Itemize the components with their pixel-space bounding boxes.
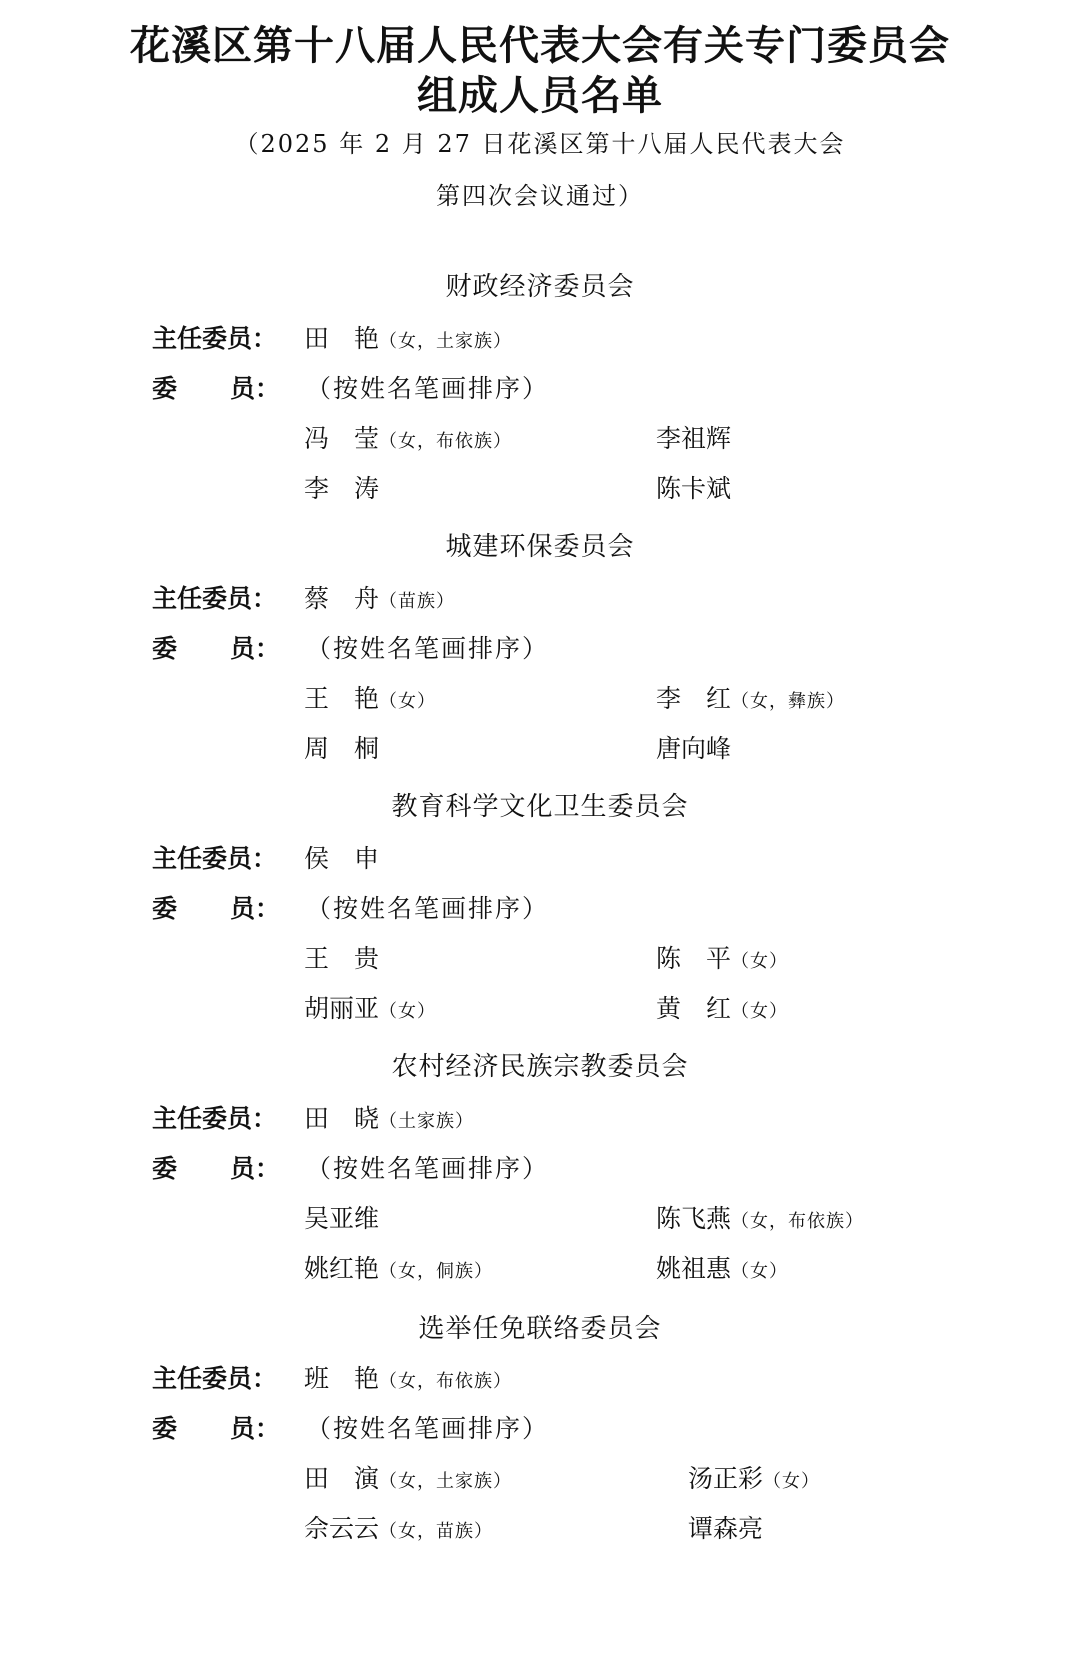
committee-title: 教育科学文化卫生委员会 (391, 792, 689, 822)
order-note: （按姓名笔画排序） (306, 894, 550, 923)
member-label: 委 员： (152, 1414, 281, 1443)
member-entry: 吴亚维 (304, 1204, 380, 1233)
subtitle-line-2: 第四次会议通过） (436, 182, 644, 210)
member-label: 委 员： (152, 374, 281, 403)
director-note: （苗族） (379, 591, 456, 612)
member-entry: 汤正彩（女） (688, 1464, 821, 1493)
committee-title: 选举任免联络委员会 (418, 1314, 662, 1344)
director-note: （土家族） (379, 1111, 475, 1132)
member-entry: 李祖辉 (656, 424, 732, 453)
committee-title: 城建环保委员会 (445, 532, 635, 562)
director-name: 蔡 舟 (304, 584, 380, 613)
member-entry: 李 涛 (304, 474, 380, 503)
director-note: （女，土家族） (379, 331, 513, 352)
order-note: （按姓名笔画排序） (306, 1154, 550, 1183)
document-title-line-1: 花溪区第十八届人民代表大会有关专门委员会 (130, 22, 950, 69)
order-note: （按姓名笔画排序） (306, 634, 550, 663)
document-title-line-2: 组成人员名单 (417, 72, 663, 119)
director-label: 主任委员： (152, 844, 278, 873)
director-entry (304, 1102, 474, 1139)
director-label: 主任委员： (152, 584, 278, 613)
director-name: 侯 申 (304, 844, 380, 873)
director-entry (304, 322, 512, 359)
member-label: 委 员： (152, 894, 281, 923)
director-label: 主任委员： (152, 1104, 278, 1133)
member-entry: 田 演（女，土家族） (304, 1464, 513, 1493)
member-entry: 王 艳（女） (304, 684, 437, 713)
member-entry: 唐向峰 (656, 734, 732, 763)
order-note: （按姓名笔画排序） (306, 1414, 550, 1443)
member-entry: 李 红（女，彝族） (656, 684, 846, 713)
member-entry: 陈 平（女） (656, 944, 789, 973)
member-entry: 姚祖惠（女） (656, 1254, 789, 1283)
director-entry (304, 842, 379, 879)
director-name: 田 艳 (304, 324, 380, 353)
member-entry: 冯 莹（女，布依族） (304, 424, 513, 453)
director-label: 主任委员： (152, 1364, 278, 1393)
member-entry: 姚红艳（女，侗族） (304, 1254, 494, 1283)
director-entry (304, 1362, 512, 1399)
director-entry (304, 582, 455, 619)
member-label: 委 员： (152, 634, 281, 663)
member-entry: 佘云云（女，苗族） (304, 1514, 494, 1543)
committee-title: 农村经济民族宗教委员会 (391, 1052, 689, 1082)
member-entry: 胡丽亚（女） (304, 994, 437, 1023)
director-name: 田 晓 (304, 1104, 380, 1133)
member-entry: 周 桐 (304, 734, 380, 763)
subtitle-line-1: （2025 年 2 月 27 日花溪区第十八届人民代表大会 (234, 130, 846, 158)
member-entry: 陈卡斌 (656, 474, 732, 503)
committee-title: 财政经济委员会 (445, 272, 635, 302)
director-note: （女，布依族） (379, 1371, 513, 1392)
director-name: 班 艳 (304, 1364, 380, 1393)
member-label: 委 员： (152, 1154, 281, 1183)
member-entry: 王 贵 (304, 944, 380, 973)
director-label: 主任委员： (152, 324, 278, 353)
member-entry: 谭森亮 (688, 1514, 764, 1543)
member-entry: 陈飞燕（女，布依族） (656, 1204, 865, 1233)
member-entry: 黄 红（女） (656, 994, 789, 1023)
order-note: （按姓名笔画排序） (306, 374, 550, 403)
